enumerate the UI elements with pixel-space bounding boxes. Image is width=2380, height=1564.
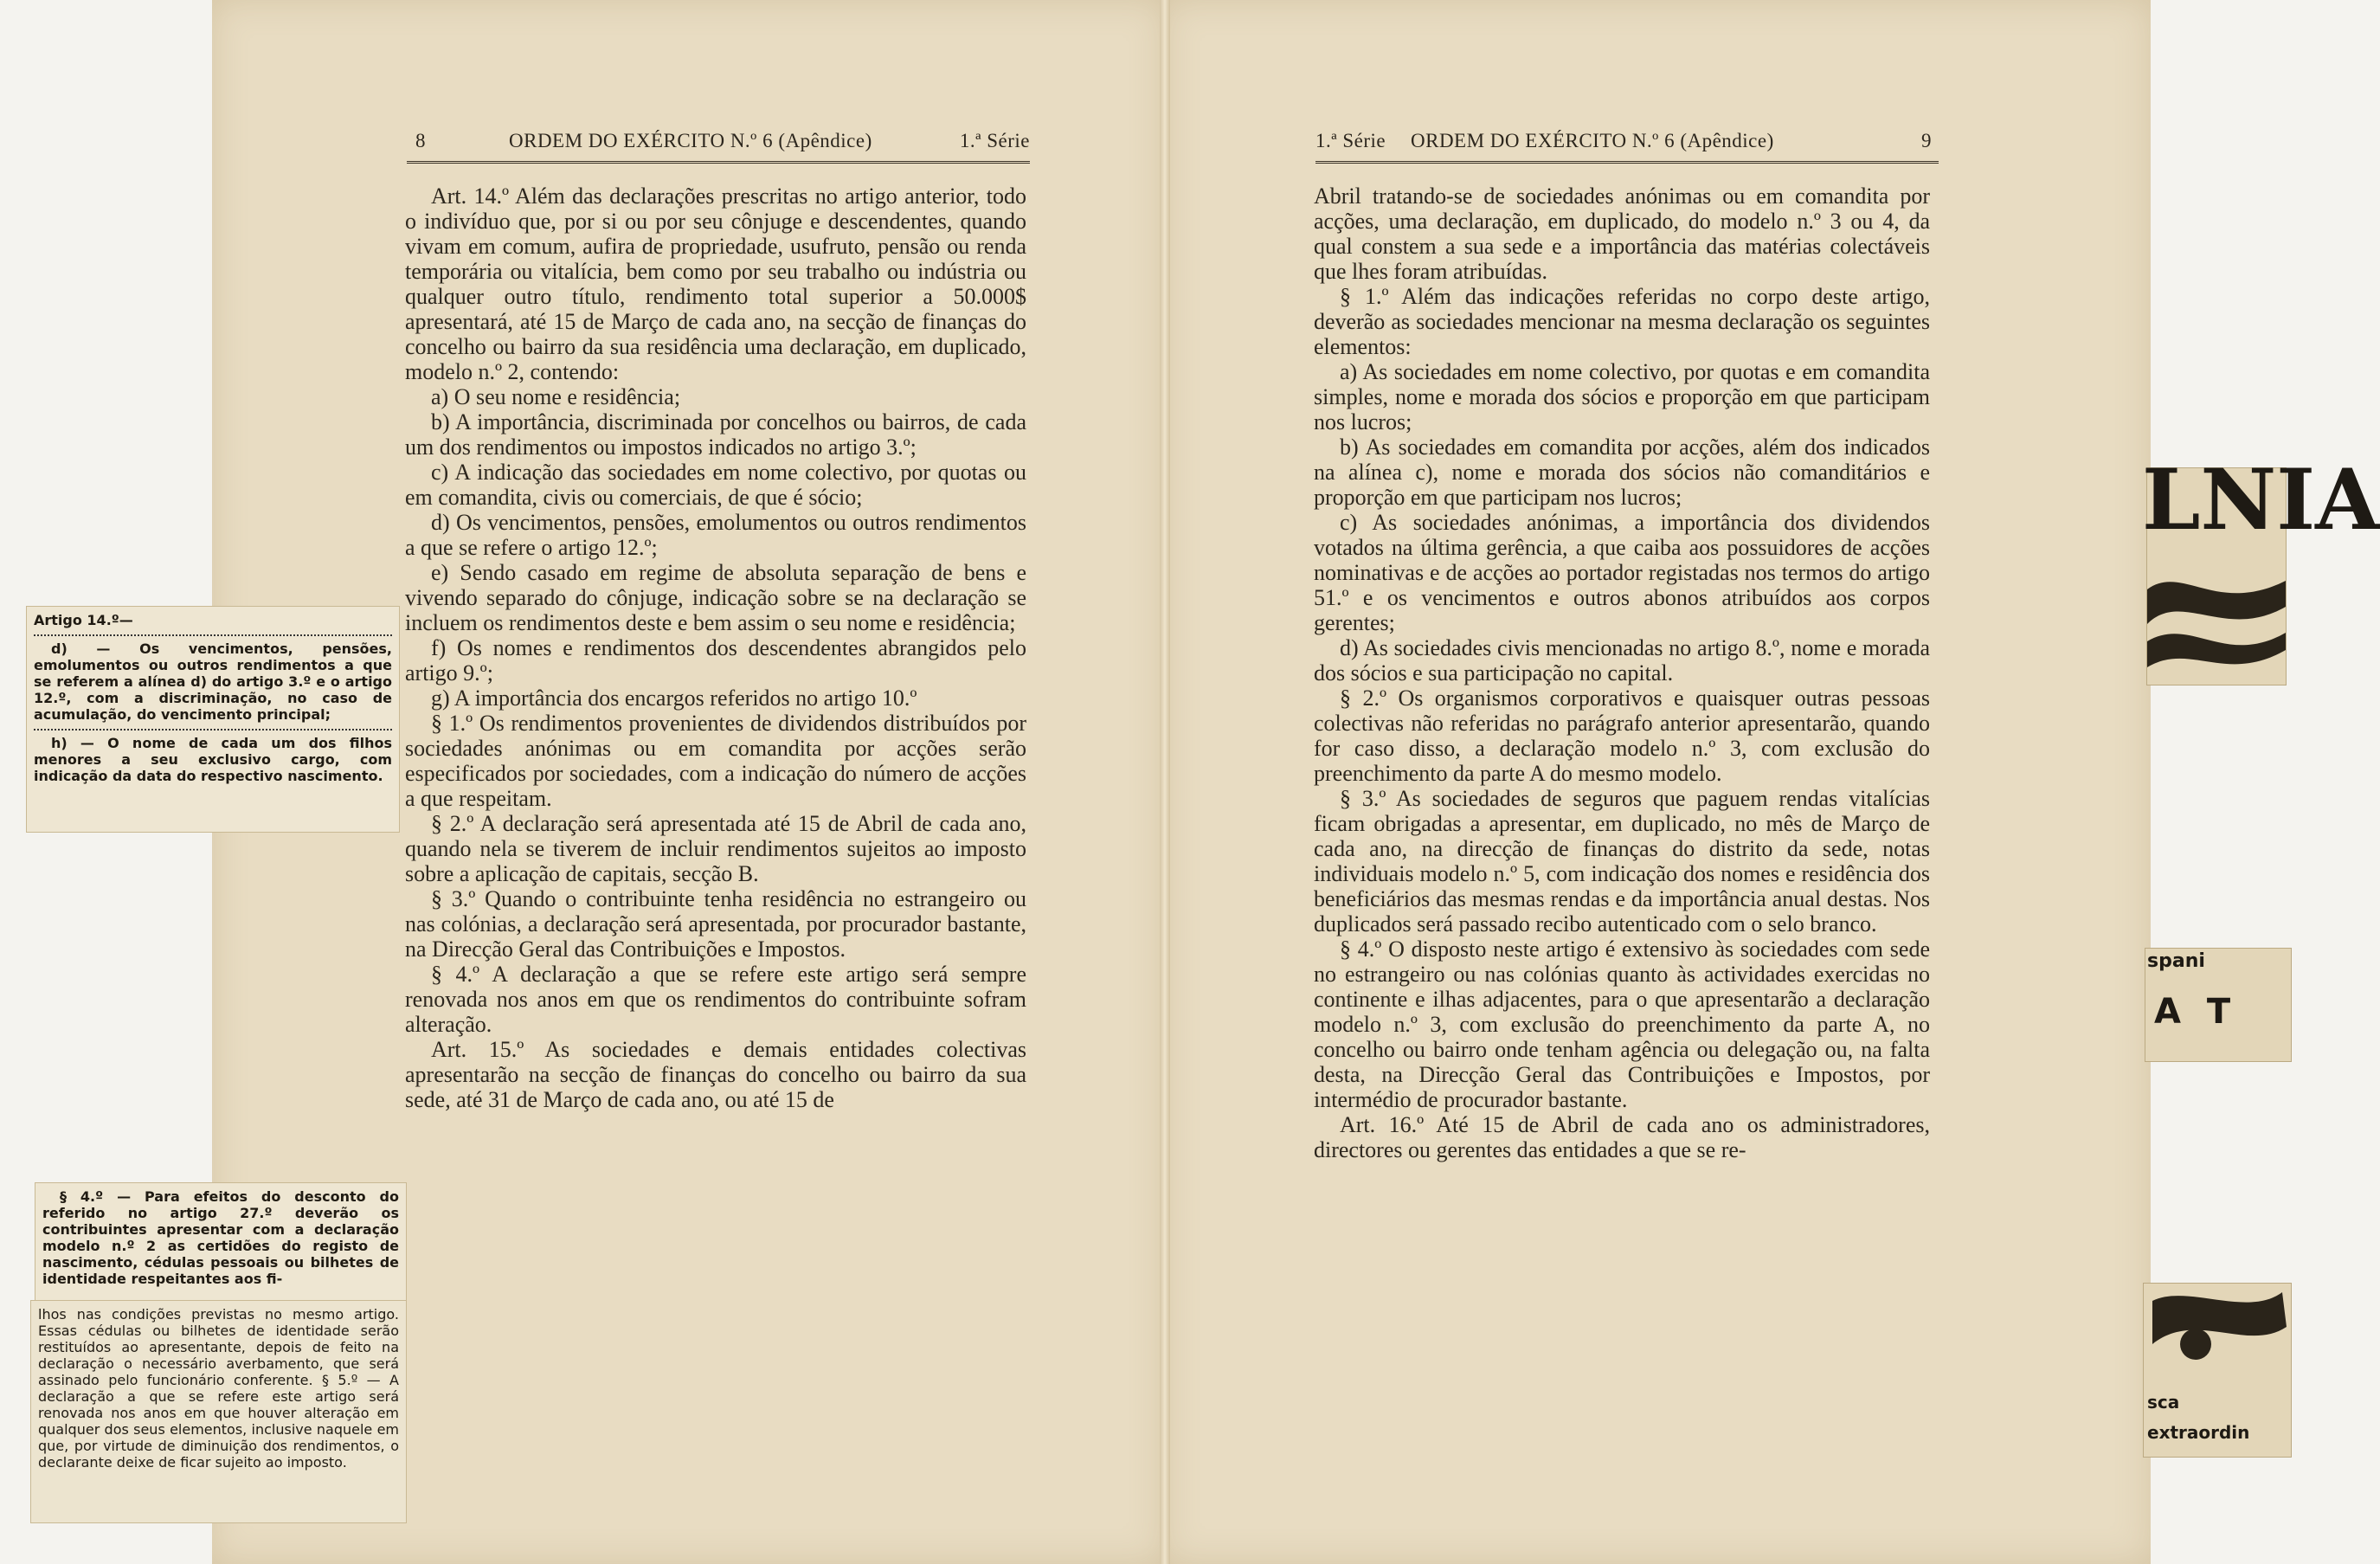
book-spine: [1160, 0, 1170, 1564]
art15-continuation: Abril tratando-se de sociedades anónimas ou em comandita por acções, uma declaração, em duplicado, do modelo n.º 3 ou 4, da qual constem a sua sede e a importância das matérias colectáveis que lhes foram atribuídas.: [1314, 183, 1930, 284]
clipping-art14-heading: Artigo 14.º—: [34, 612, 133, 628]
fragment-ornament-graphic: [2144, 1284, 2291, 1379]
art14-item-b: b) A importância, discriminada por concelhos ou bairros, de cada um dos rendimentos ou impostos indicados no artigo 3.º;: [405, 409, 1026, 460]
art14-paragraph-4: § 4.º A declaração a que se refere este artigo será sempre renovada nos anos em que os rendimentos do contribuinte sofram alteração.: [405, 962, 1026, 1037]
art15-item-b: b) As sociedades em comandita por acções, além dos indicados na alínea c), nome e morada dos sócios não comanditários e proporção em que participam nos lucros;: [1314, 434, 1930, 510]
clipping-par4-continuation-text: lhos nas condições previstas no mesmo artigo. Essas cédulas ou bilhetes de identidade serão restituídos ao apresentante, depois de feito na declaração o necessário averbamento, que será assinado pelo funcionário conferente. § 5.º — A declaração a que se refere este artigo será renovada nos anos em que houver alteração em qualquer dos seus elementos, inclusive naquele em que, por virtude de diminuição dos rendimentos, o declarante deixe de ficar sujeito ao imposto.: [38, 1306, 399, 1471]
art14-paragraph-3: § 3.º Quando o contribuinte tenha residência no estrangeiro ou nas colónias, a declaração será apresentada, por procurador bastante, na Direcção Geral das Contribuições e Impostos.: [405, 886, 1026, 962]
left-page-number: 8: [415, 130, 426, 151]
art15-item-d: d) As sociedades civis mencionadas no artigo 8.º, nome e morada dos sócios e sua participação no capital.: [1314, 635, 1930, 685]
right-page-title: ORDEM DO EXÉRCITO N.º 6 (Apêndice): [1411, 130, 1774, 151]
clipping-paragraph-4-continuation: [30, 1300, 407, 1523]
clipping-par4-text: § 4.º — Para efeitos do desconto do referido no artigo 27.º deverão os contribuintes apresentar com a declaração modelo n.º 2 as certidões do registo de nascimento, cédulas pessoais ou bilhetes de identidade respeitantes aos fi-: [42, 1188, 399, 1287]
newspaper-fragment-top: [2142, 451, 2380, 685]
clipping-paragraph-4: [35, 1182, 407, 1307]
art14-item-f: f) Os nomes e rendimentos dos descendentes abrangidos pelo artigo 9.º;: [405, 635, 1026, 685]
article-16: Art. 16.º Até 15 de Abril de cada ano os administradores, directores ou gerentes das entidades a que se re-: [1314, 1112, 1930, 1162]
art14-item-g: g) A importância dos encargos referidos no artigo 10.º: [431, 685, 917, 711]
art14-paragraph-1: § 1.º Os rendimentos provenientes de dividendos distribuídos por sociedades anónimas ou em comandita por acções serão especificados por sociedades, com a indicação do número de acções a que respeitam.: [405, 711, 1026, 811]
clipping-dotted-divider: [34, 631, 392, 636]
art15-paragraph-3: § 3.º As sociedades de seguros que paguem rendas vitalícias ficam obrigadas a apresentar, em duplicado, no mês de Março de cada ano, na direcção de finanças do distrito da sede, notas individuais modelo n.º 5, com indicação dos nomes e residência dos beneficiários das mesmas rendas e da importância anual destas. Nos duplicados será passado recibo autenticado com o selo branco.: [1314, 786, 1930, 936]
clipping-dotted-divider: [34, 725, 392, 731]
newspaper-fragment-bottom: [2143, 1283, 2292, 1458]
newspaper-fragment-middle: [2145, 948, 2292, 1062]
art14-item-d: d) Os vencimentos, pensões, emolumentos ou outros rendimentos a que se refere o artigo 12.º;: [405, 510, 1026, 560]
right-page-series: 1.ª Série: [1315, 130, 1386, 151]
right-page-header: [1315, 128, 1939, 164]
article-15: Art. 15.º As sociedades e demais entidades colectivas apresentarão na secção de finanças do concelho ou bairro da sua sede, até 31 de Março de cada ano, ou até 15 de: [405, 1037, 1026, 1112]
fragment-word-sca: sca: [2147, 1392, 2180, 1413]
art15-item-c: c) As sociedades anónimas, a importância dos dividendos votados na última gerência, a que caiba aos possuidores de acções nominativas e de acções ao portador registadas nos termos do artigo 51.º e os vencimentos e outros abonos atribuídos aos corpos gerentes;: [1314, 510, 1930, 635]
left-page-body: [405, 183, 1026, 1112]
art14-item-c: c) A indicação das sociedades em nome colectivo, por quotas ou em comandita, civis ou comerciais, de que é sócio;: [405, 460, 1026, 510]
fragment-word-extraordin: extraordin: [2147, 1422, 2250, 1443]
fragment-ornament-graphic: [2147, 555, 2286, 685]
art14-paragraph-2: § 2.º A declaração será apresentada até 15 de Abril de cada ano, quando nela se tiverem de incluir rendimentos sujeitos ao imposto sobre a aplicação de capitais, secção B.: [405, 811, 1026, 886]
art15-paragraph-2: § 2.º Os organismos corporativos e quaisquer outras pessoas colectivas não referidas no parágrafo anterior apresentarão, quando for caso disso, a declaração modelo n.º 3, com exclusão do preenchimento da parte A do mesmo modelo.: [1314, 685, 1930, 786]
fragment-headline: LNIA: [2142, 451, 2380, 549]
clipping-article-14: [26, 606, 400, 833]
art15-item-a: a) As sociedades em nome colectivo, por quotas e em comandita simples, nome e morada dos sócios e proporção em que participam nos lucros;: [1314, 359, 1930, 434]
article-14: Art. 14.º Além das declarações prescritas no artigo anterior, todo o indivíduo que, por si ou por seu cônjuge e descendentes, quando vivam em comum, aufira de propriedade, usufruto, pensão ou renda temporária ou vitalícia, bem como por seu trabalho ou indústria ou qualquer outro título, rendimento total superior a 50.000$ apresentará, até 15 de Março de cada ano, na secção de finanças do concelho ou bairro da sua residência uma declaração, em duplicado, modelo n.º 2, contendo:: [405, 183, 1026, 384]
art15-paragraph-1: § 1.º Além das indicações referidas no corpo deste artigo, deverão as sociedades mencionar na mesma declaração os seguintes elementos:: [1314, 284, 1930, 359]
art14-item-a: a) O seu nome e residência;: [431, 384, 681, 409]
art15-paragraph-4: § 4.º O disposto neste artigo é extensivo às sociedades com sede no estrangeiro ou nas colónias quanto às actividades exercidas no continente e ilhas adjacentes, para o que apresentarão a declaração modelo n.º 3, com exclusão do preenchimento da parte A, no concelho ou bairro onde tenham agência ou delegação ou, na falta desta, na Direcção Geral das Contribuições e Impostos, por intermédio de procurador bastante.: [1314, 936, 1930, 1112]
left-page-header: [407, 128, 1030, 164]
right-page-body: [1314, 183, 1930, 1162]
fragment-word-spani: spani: [2147, 950, 2205, 972]
art14-item-e: e) Sendo casado em regime de absoluta separação de bens e vivendo separado do cônjuge, indicação sobre se na declaração se incluem os rendimentos deste e bem assim o seu nome e residência;: [405, 560, 1026, 635]
right-page-number: 9: [1921, 130, 1932, 151]
left-page-title: ORDEM DO EXÉRCITO N.º 6 (Apêndice): [509, 130, 872, 151]
clipping-art14-item-d: d) — Os vencimentos, pensões, emolumentos ou outros rendimentos a que se referem a alínea d) do artigo 3.º e o artigo 12.º, com a discriminação, no caso de acumulação, do vencimento principal;: [34, 640, 392, 723]
left-page-series: 1.ª Série: [959, 130, 1030, 151]
clipping-art14-item-h: h) — O nome de cada um dos filhos menores a seu exclusivo cargo, com indicação da data do respectivo nascimento.: [34, 735, 392, 784]
fragment-word-at: A T: [2154, 992, 2238, 1032]
